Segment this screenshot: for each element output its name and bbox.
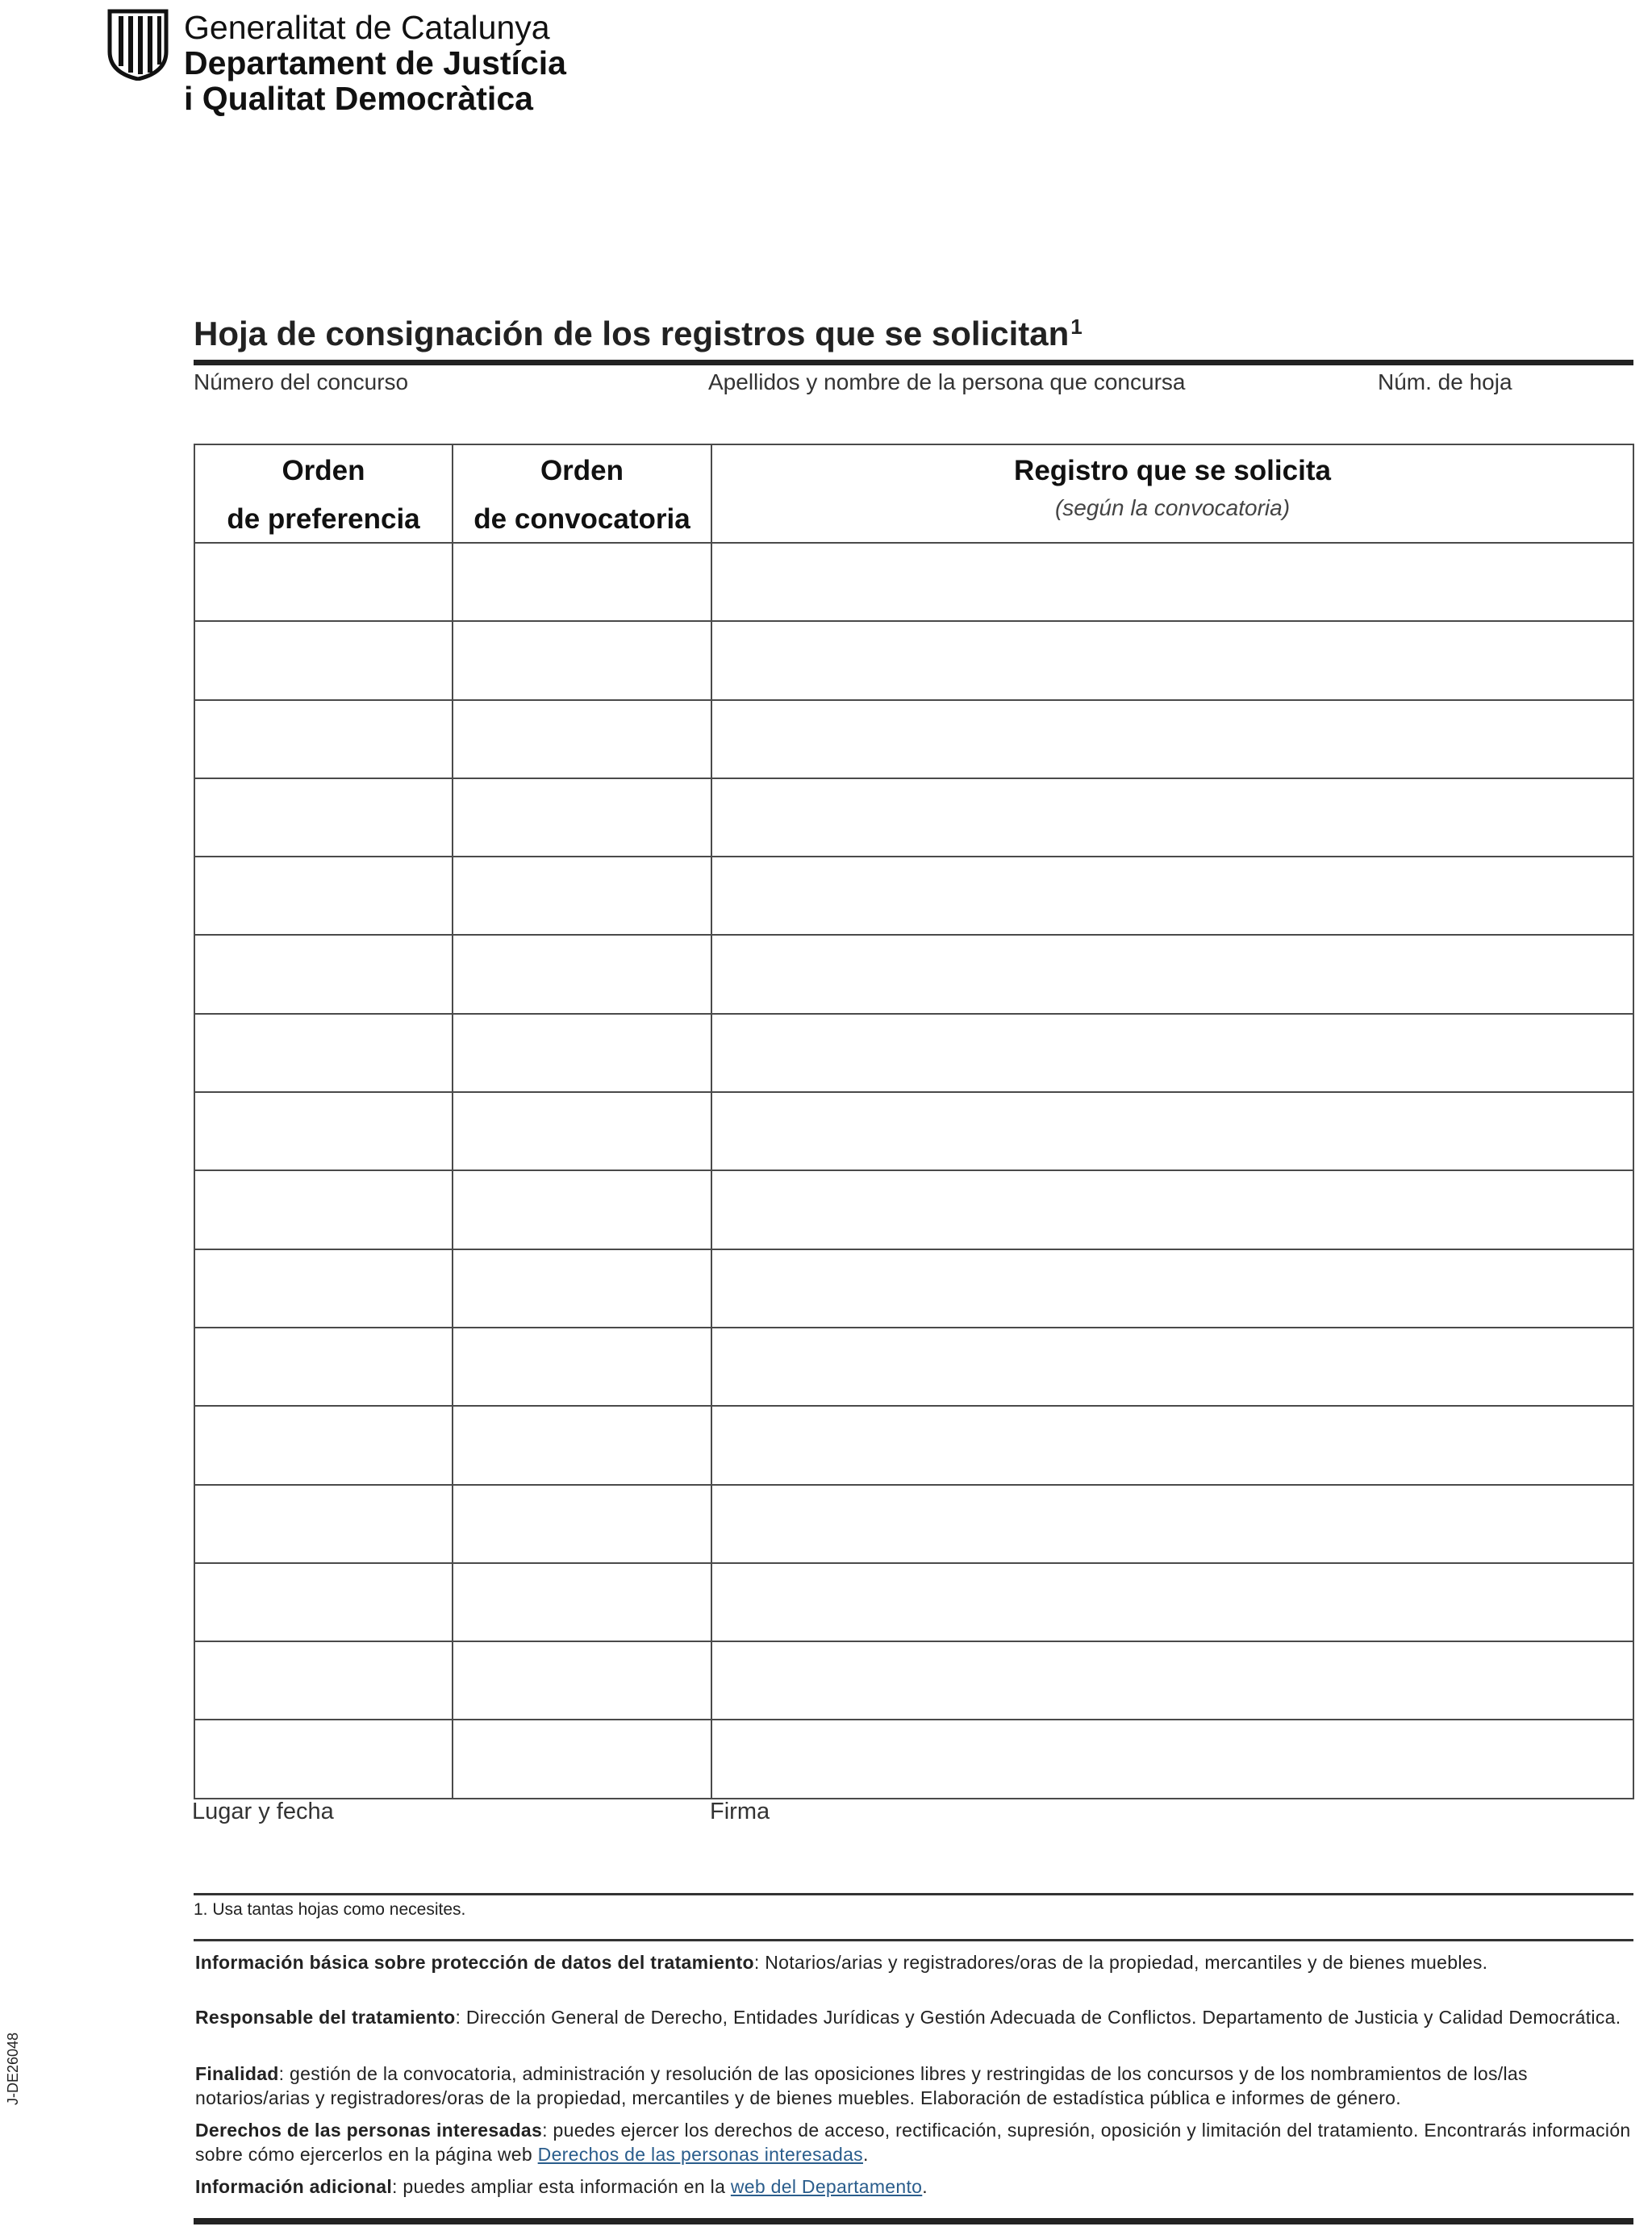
call-order-cell[interactable] xyxy=(453,1563,711,1641)
table-row xyxy=(194,1485,1633,1563)
preference-order-cell[interactable] xyxy=(194,1014,453,1092)
preference-order-cell[interactable] xyxy=(194,700,453,778)
document-code: J-DE26048 xyxy=(5,2032,21,2105)
preference-order-cell[interactable] xyxy=(194,857,453,935)
privacy-additional-label: Información adicional xyxy=(195,2176,393,2197)
title-footnote-ref: 1 xyxy=(1070,315,1083,339)
records-table xyxy=(194,444,1634,1799)
org-name xyxy=(184,10,566,116)
requested-registry-cell[interactable] xyxy=(711,621,1633,699)
table-row xyxy=(194,1641,1633,1720)
privacy-responsible-text: : Dirección General de Derecho, Entidades Jurídicas y Gestión Adecuada de Conflictos. Departamento de Justicia y Calidad Democrática. xyxy=(455,2007,1621,2028)
org-line-1: Generalitat de Catalunya xyxy=(184,9,550,46)
requested-registry-cell[interactable] xyxy=(711,1720,1633,1798)
privacy-responsible xyxy=(195,2005,1631,2029)
preference-order-cell[interactable] xyxy=(194,935,453,1013)
col-requested-registry xyxy=(711,444,1633,543)
privacy-additional-end: . xyxy=(922,2176,928,2197)
col-call-line2: de convocatoria xyxy=(473,503,690,535)
col-registry-line2: (según la convocatoria) xyxy=(1054,495,1291,520)
call-order-cell[interactable] xyxy=(453,1170,711,1249)
preference-order-cell[interactable] xyxy=(194,1563,453,1641)
table-row xyxy=(194,621,1633,699)
privacy-rights-label: Derechos de las personas interesadas xyxy=(195,2120,543,2141)
privacy-additional xyxy=(195,2174,1631,2199)
col-preference-line1: Orden xyxy=(282,455,365,486)
title-divider xyxy=(194,360,1633,365)
preference-order-cell[interactable] xyxy=(194,1328,453,1406)
table-row xyxy=(194,1092,1633,1170)
call-order-cell[interactable] xyxy=(453,621,711,699)
form-title xyxy=(194,315,1083,353)
requested-registry-cell[interactable] xyxy=(711,1406,1633,1484)
privacy-rights-text: : puedes ejercer los derechos de acceso, rectificación, supresión, oposición y limitación del tratamiento. Encontrarás información sobre cómo ejercerlos en la página web xyxy=(195,2120,1631,2165)
table-header-row xyxy=(194,444,1633,543)
privacy-additional-text: : puedes ampliar esta información en la xyxy=(392,2176,731,2197)
generalitat-senyera-icon xyxy=(106,8,169,81)
org-line-3: i Qualitat Democràtica xyxy=(184,80,533,117)
call-order-cell[interactable] xyxy=(453,1406,711,1484)
privacy-divider xyxy=(194,1939,1633,1941)
table-row xyxy=(194,935,1633,1013)
col-registry-line1: Registro que se solicita xyxy=(1014,455,1331,486)
table-row xyxy=(194,857,1633,935)
table-row xyxy=(194,1720,1633,1798)
preference-order-cell[interactable] xyxy=(194,1720,453,1798)
call-order-cell[interactable] xyxy=(453,543,711,621)
privacy-purpose xyxy=(195,2062,1631,2110)
contest-number-label: Número del concurso xyxy=(194,369,409,394)
sheet-number-label: Núm. de hoja xyxy=(1378,369,1512,394)
col-call-order xyxy=(453,444,711,543)
preference-order-cell[interactable] xyxy=(194,1092,453,1170)
col-preference-order xyxy=(194,444,453,543)
requested-registry-cell[interactable] xyxy=(711,1170,1633,1249)
call-order-cell[interactable] xyxy=(453,1328,711,1406)
privacy-purpose-text: : gestión de la convocatoria, administración y resolución de las oposiciones libres y restringidas de los concursos y de los nombramientos de los/las notarios/arias y registradores/oras de la propiedad, mercantiles y de bienes muebles. Elaboración de estadística pública e informes de género. xyxy=(195,2063,1528,2108)
requested-registry-cell[interactable] xyxy=(711,1641,1633,1720)
requested-registry-cell[interactable] xyxy=(711,1563,1633,1641)
privacy-responsible-label: Responsable del tratamiento xyxy=(195,2007,456,2028)
table-row xyxy=(194,778,1633,857)
col-call-line1: Orden xyxy=(540,455,624,486)
requested-registry-cell[interactable] xyxy=(711,543,1633,621)
requested-registry-cell[interactable] xyxy=(711,1328,1633,1406)
org-line-2: Departament de Justícia xyxy=(184,44,566,81)
preference-order-cell[interactable] xyxy=(194,778,453,857)
table-row xyxy=(194,1563,1633,1641)
place-date-label: Lugar y fecha xyxy=(192,1799,334,1824)
preference-order-cell[interactable] xyxy=(194,1249,453,1328)
privacy-basic-text: : Notarios/arias y registradores/oras de la propiedad, mercantiles y de bienes muebles. xyxy=(753,1952,1488,1973)
call-order-cell[interactable] xyxy=(453,1720,711,1798)
privacy-purpose-label: Finalidad xyxy=(195,2063,279,2084)
preference-order-cell[interactable] xyxy=(194,621,453,699)
table-row xyxy=(194,1170,1633,1249)
col-preference-line2: de preferencia xyxy=(227,503,420,535)
rights-link[interactable]: Derechos de las personas interesadas xyxy=(537,2144,863,2165)
call-order-cell[interactable] xyxy=(453,857,711,935)
privacy-basic xyxy=(195,1950,1631,1974)
preference-order-cell[interactable] xyxy=(194,1170,453,1249)
table-row xyxy=(194,1249,1633,1328)
call-order-cell[interactable] xyxy=(453,778,711,857)
requested-registry-cell[interactable] xyxy=(711,1014,1633,1092)
applicant-name-label: Apellidos y nombre de la persona que concursa xyxy=(708,369,1186,394)
preference-order-cell[interactable] xyxy=(194,1406,453,1484)
call-order-cell[interactable] xyxy=(453,1092,711,1170)
requested-registry-cell[interactable] xyxy=(711,935,1633,1013)
preference-order-cell[interactable] xyxy=(194,1641,453,1720)
call-order-cell[interactable] xyxy=(453,935,711,1013)
requested-registry-cell[interactable] xyxy=(711,1249,1633,1328)
privacy-rights xyxy=(195,2118,1631,2166)
table-row xyxy=(194,700,1633,778)
table-body xyxy=(194,543,1633,1799)
call-order-cell[interactable] xyxy=(453,1014,711,1092)
table-row xyxy=(194,543,1633,621)
table-row xyxy=(194,1406,1633,1484)
requested-registry-cell[interactable] xyxy=(711,1485,1633,1563)
form-title-text: Hoja de consignación de los registros que se solicitan xyxy=(194,315,1070,352)
footnote: 1. Usa tantas hojas como necesites. xyxy=(194,1900,466,1919)
footnote-divider xyxy=(194,1893,1633,1895)
table-row xyxy=(194,1328,1633,1406)
call-order-cell[interactable] xyxy=(453,1641,711,1720)
call-order-cell[interactable] xyxy=(453,1485,711,1563)
requested-registry-cell[interactable] xyxy=(711,778,1633,857)
call-order-cell[interactable] xyxy=(453,700,711,778)
requested-registry-cell[interactable] xyxy=(711,700,1633,778)
bottom-divider xyxy=(194,2218,1633,2224)
privacy-basic-label: Información básica sobre protección de datos del tratamiento xyxy=(195,1952,754,1973)
preference-order-cell[interactable] xyxy=(194,1485,453,1563)
requested-registry-cell[interactable] xyxy=(711,1092,1633,1170)
privacy-rights-end: . xyxy=(862,2144,869,2165)
signature-label: Firma xyxy=(710,1799,770,1824)
call-order-cell[interactable] xyxy=(453,1249,711,1328)
table-row xyxy=(194,1014,1633,1092)
requested-registry-cell[interactable] xyxy=(711,857,1633,935)
department-web-link[interactable]: web del Departamento xyxy=(730,2176,923,2197)
preference-order-cell[interactable] xyxy=(194,543,453,621)
